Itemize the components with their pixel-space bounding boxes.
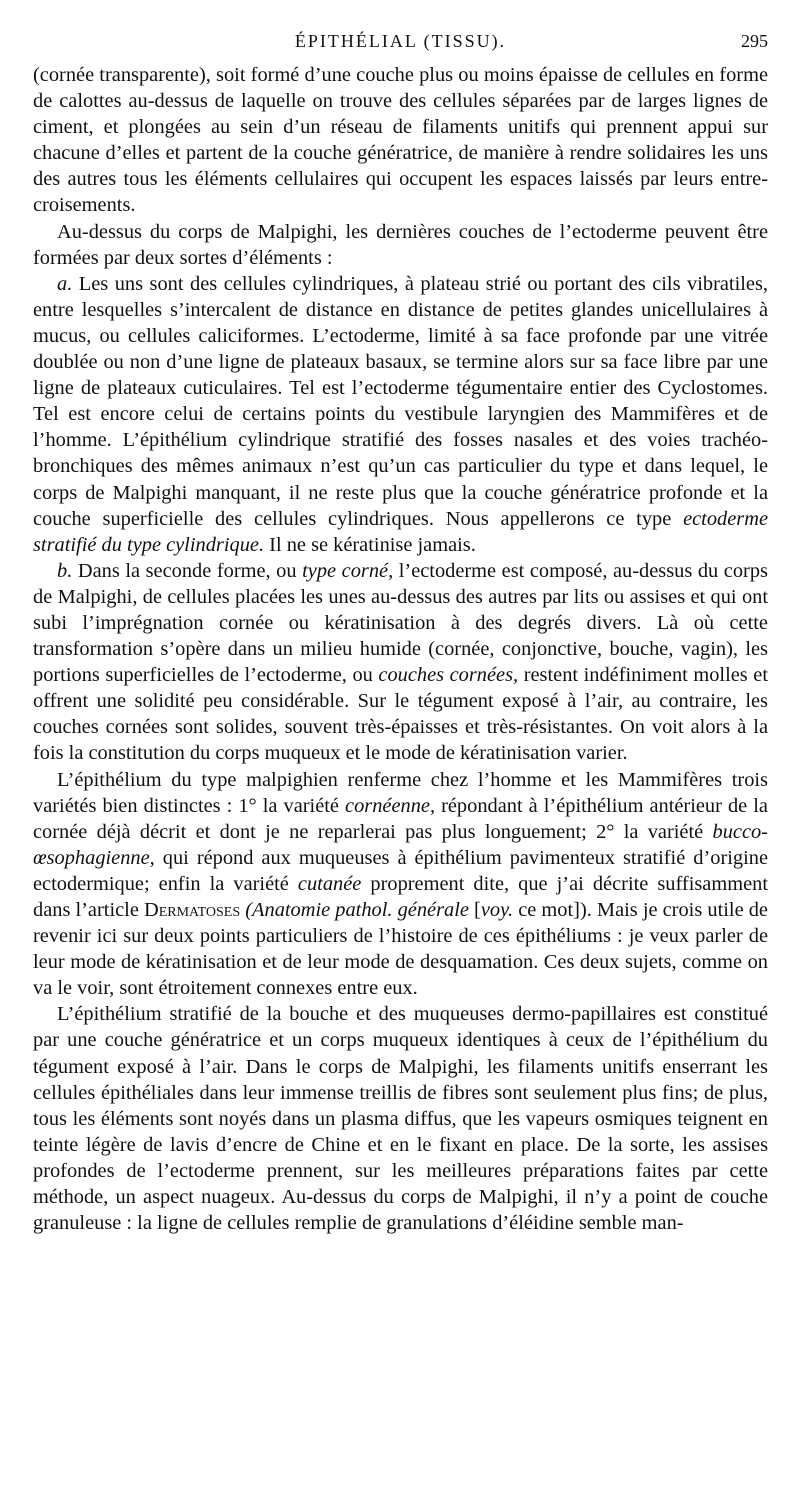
article-reference: Dermatoses xyxy=(143,899,241,921)
paragraph-5-text-4: proprement dite, que j’ai décrite suffisamment dans l’article xyxy=(33,872,768,921)
paragraph-5-italic-5: voy. xyxy=(480,899,514,921)
paragraph-5-italic-1: cornéenne, xyxy=(345,794,436,817)
paragraph-5-text-3: qui répond aux muqueuses à épithélium pavimenteux stratifié d’origine ectodermique; enfin la variété xyxy=(33,846,769,895)
paragraph-3-italic: ectoderme stratifié du type cylindrique. xyxy=(33,507,768,556)
paragraph-4-text-2: l’ectoderme est composé, au-dessus du corps de Malpighi, de cellules placées les unes au-dessus des autres par lits ou assises et qui ont subi l’imprégnation cornée ou kératinisation à des degrés divers. Là où cette transformation s’opère dans un milieu humide (cornée, conjonctive, bouche, vagin), les portions superficielles de l’ectoderme, ou xyxy=(33,559,768,687)
paragraph-1-text: (cornée transparente), soit formé d’une couche plus ou moins épaisse de cellules en forme de calottes au-dessus de laquelle on trouve des cellules séparées par de larges lignes de ciment, et plongées au sein d’un réseau de filaments unitifs qui prennent appui sur chacune d’elles et partent de la couche génératrice, de manière à rendre solidaires les uns des autres tous les éléments cellulaires qui occupent les espaces laissés par leurs entre-croisements. xyxy=(33,64,768,217)
paragraph-5-italic-2: bucco-œsophagienne, xyxy=(33,820,768,869)
paragraph-2 xyxy=(33,219,768,271)
paragraph-4-italic-2: couches cornées, xyxy=(378,664,519,687)
paragraph-2-text: Au-dessus du corps de Malpighi, les dernières couches de l’ectoderme peuvent être formées par deux sortes d’éléments : xyxy=(33,220,768,269)
running-header xyxy=(33,26,768,53)
page xyxy=(33,26,768,1236)
paragraph-3-tail: Il ne se kératinise jamais. xyxy=(269,533,476,556)
paragraph-6-text: L’épithélium stratifié de la bouche et des muqueuses dermo-papillaires est constitué par une couche génératrice et un corps muqueux identiques à ceux de l’épithélium du tégument exposé à l’air. Dans le corps de Malpighi, les filaments unitifs enserrant les cellules épithéliales dans leur immense treillis de fibres sont seulement plus fins; de plus, tous les éléments sont noyés dans un plasma diffus, que les vapeurs osmiques teignent en teinte légère de lavis d’encre de Chine et en le fixant en place. De la sorte, les assises profondes de l’ectoderme prennent, sur les meilleures préparations faites par cette méthode, un aspect nuageux. Au-dessus du corps de Malpighi, il n’y a point de couche granuleuse : la ligne de cellules remplie de granulations d’éléidine semble man- xyxy=(33,1003,768,1235)
paragraph-4 xyxy=(33,558,768,767)
paragraph-3 xyxy=(33,271,768,558)
item-marker-a: a. xyxy=(57,272,73,295)
paragraph-5-italic-4: (Anatomie pathol. générale xyxy=(245,899,469,921)
paragraph-5-text-2: répondant à l’épithélium antérieur de la cornée déjà décrit et dont je ne reparlerai pas plus longuement; 2° la variété xyxy=(33,794,768,843)
paragraph-5-text-6: ce mot]). Mais je crois utile de revenir ici sur deux points particuliers de l’histoire de ces épithéliums : je veux parler de leur mode de kératinisation et de leur mode de desquamation. Ces deux sujets, comme on va le voir, sont étroitement connexes entre eux. xyxy=(33,899,768,1000)
paragraph-5-text-1: L’épithélium du type malpighien renferme chez l’homme et les Mammifères trois variétés bien distinctes : 1° la variété xyxy=(33,768,768,817)
paragraph-3-text: Les uns sont des cellules cylindriques, à plateau strié ou portant des cils vibratiles, entre lesquelles s’intercalent de distance en distance de petites glandes unicellulaires à mucus, ou cellules caliciformes. L’ectoderme, limité à sa face profonde par une vitrée doublée ou non d’une ligne de plateaux basaux, se termine alors sur sa face libre par une ligne de plateaux cuticulaires. Tel est l’ectoderme tégumentaire entier des Cyclostomes. Tel est encore celui de certains points du vestibule laryngien des Mammifères et de l’homme. L’épithélium cylindrique stratifié des fosses nasales et des voies trachéo-bronchiques des mêmes animaux n’est qu’un cas particulier du type et dans lequel, le corps de Malpighi manquant, il ne reste plus que la couche génératrice profonde et la couche superficielle des cellules cylindriques. Nous appellerons ce type xyxy=(33,272,768,530)
page-number: 295 xyxy=(741,31,768,51)
item-marker-b: b. xyxy=(57,559,73,582)
paragraph-5-italic-3: cutanée xyxy=(297,872,362,895)
paragraph-4-text-3: restent indéfiniment molles et offrent une solidité peu considérable. Sur le tégument exposé à l’air, au contraire, les couches cornées sont solides, souvent très-épaisses et très-résistantes. On voit alors à la fois la constitution du corps muqueux et le mode de kératinisation varier. xyxy=(33,664,768,765)
paragraph-5-text-5: [ xyxy=(474,899,481,921)
paragraph-4-text-1: Dans la seconde forme, ou xyxy=(77,559,297,582)
paragraph-4-italic-1: type corné, xyxy=(302,559,394,582)
paragraph-1 xyxy=(33,62,768,219)
paragraph-6 xyxy=(33,1001,768,1236)
paragraph-5 xyxy=(33,767,768,1002)
running-title: ÉPITHÉLIAL (TISSU). xyxy=(294,31,507,51)
